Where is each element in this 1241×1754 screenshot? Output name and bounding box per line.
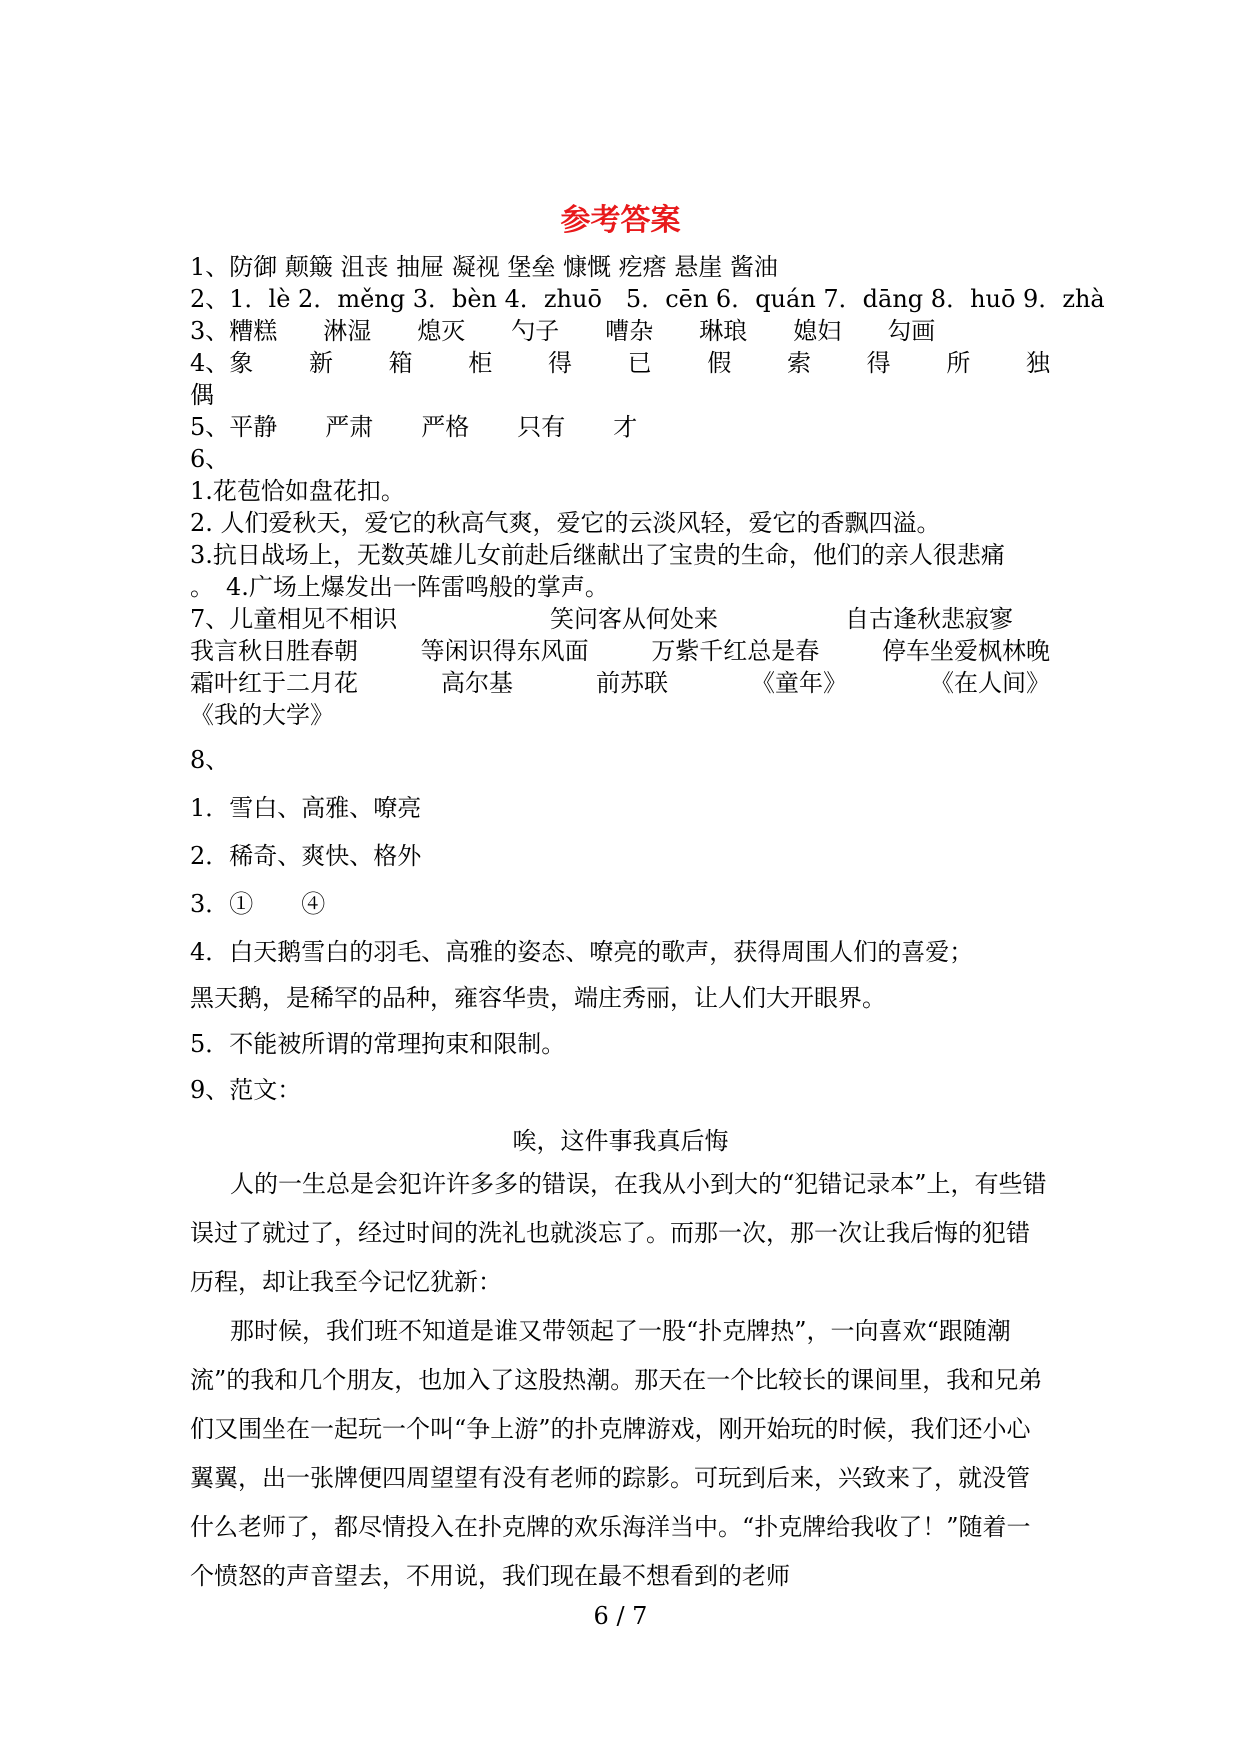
answer-6-3: 3.抗日战场上，无数英雄儿女前赴后继献出了宝贵的生命，他们的亲人很悲痛 [190,541,1005,569]
answer-7-row-3: 霜叶红于二月花 高尔基 前苏联 《童年》 《在人间》 [190,669,1050,697]
page-number: 6 / 7 [593,1602,648,1630]
answer-7-row-2: 我言秋日胜春朝 等闲识得东风面 万紫千红总是春 停车坐爱枫林晚 [190,637,1050,665]
answer-6-label: 6、 [190,445,230,473]
essay-paragraph-1: 人的一生总是会犯许许多多的错误，在我从小到大的“犯错记录本”上，有些错误过了就过了，经过时间的洗礼也就淡忘了。而那一次，那一次让我后悔的犯错历程，却让我至今记忆犹新： [190,1170,1047,1296]
answer-8-5: 5．不能被所谓的常理拘束和限制。 [190,1030,566,1058]
answer-8-4: 4．白天鹅雪白的羽毛、高雅的姿态、嘹亮的歌声，获得周围人们的喜爱； [190,938,974,966]
page-title: 参考答案 [560,203,681,238]
answer-8-2: 2．稀奇、爽快、格外 [190,842,422,870]
answer-8-3: 3．① ④ [190,890,326,918]
answer-8-1: 1．雪白、高雅、嘹亮 [190,794,422,822]
answer-4-wrap: 偶 [190,381,214,409]
answer-5: 5、平静 严肃 严格 只有 才 [190,413,638,441]
answer-7-row-4: 《我的大学》 [190,701,334,729]
answer-1: 1、防御 颠簸 沮丧 抽屉 凝视 堡垒 慷慨 疙瘩 悬崖 酱油 [190,253,778,281]
answer-4: 4、象 新 箱 柜 得 已 假 索 得 所 独 [190,349,1050,377]
essay-paragraph-2: 那时候，我们班不知道是谁又带领起了一股“扑克牌热”，一向喜欢“跟随潮流”的我和几个朋友，也加入了这股热潮。那天在一个比较长的课间里，我和兄弟们又围坐在一起玩一个叫“争上游”的扑克牌游戏，刚开始玩的时候，我们还小心翼翼，出一张牌便四周望望有没有老师的踪影。可玩到后来，兴致来了，就没管什么老师了，都尽情投入在扑克牌的欢乐海洋当中。“扑克牌给我收了！”随着一个愤怒的声音望去，不用说，我们现在最不想看到的老师 [190,1317,1043,1590]
answer-6-1: 1.花苞恰如盘花扣。 [190,477,405,505]
answer-2: 2、1．lè 2．měng 3．bèn 4．zhuō 5．cēn 6．quán 7．dāng 8．huō 9．zhà [190,285,1105,313]
answer-6-2: 2. 人们爱秋天，爱它的秋高气爽，爱它的云淡风轻，爱它的香飘四溢。 [190,509,941,537]
answer-6-4: 。 4.广场上爆发出一阵雷鸣般的掌声。 [190,573,609,601]
essay-title: 唉，这件事我真后悔 [512,1127,729,1155]
answer-8-label: 8、 [190,746,230,774]
answer-3: 3、糟糕 淋湿 熄灭 勺子 嘈杂 琳琅 媳妇 勾画 [190,317,936,345]
answer-7-row-1: 7、儿童相见不相识 笑问客从何处来 自古逢秋悲寂寥 [190,605,1013,633]
answer-9-label: 9、范文： [190,1076,302,1104]
answer-8-4-cont: 黑天鹅，是稀罕的品种，雍容华贵，端庄秀丽，让人们大开眼界。 [190,984,886,1012]
